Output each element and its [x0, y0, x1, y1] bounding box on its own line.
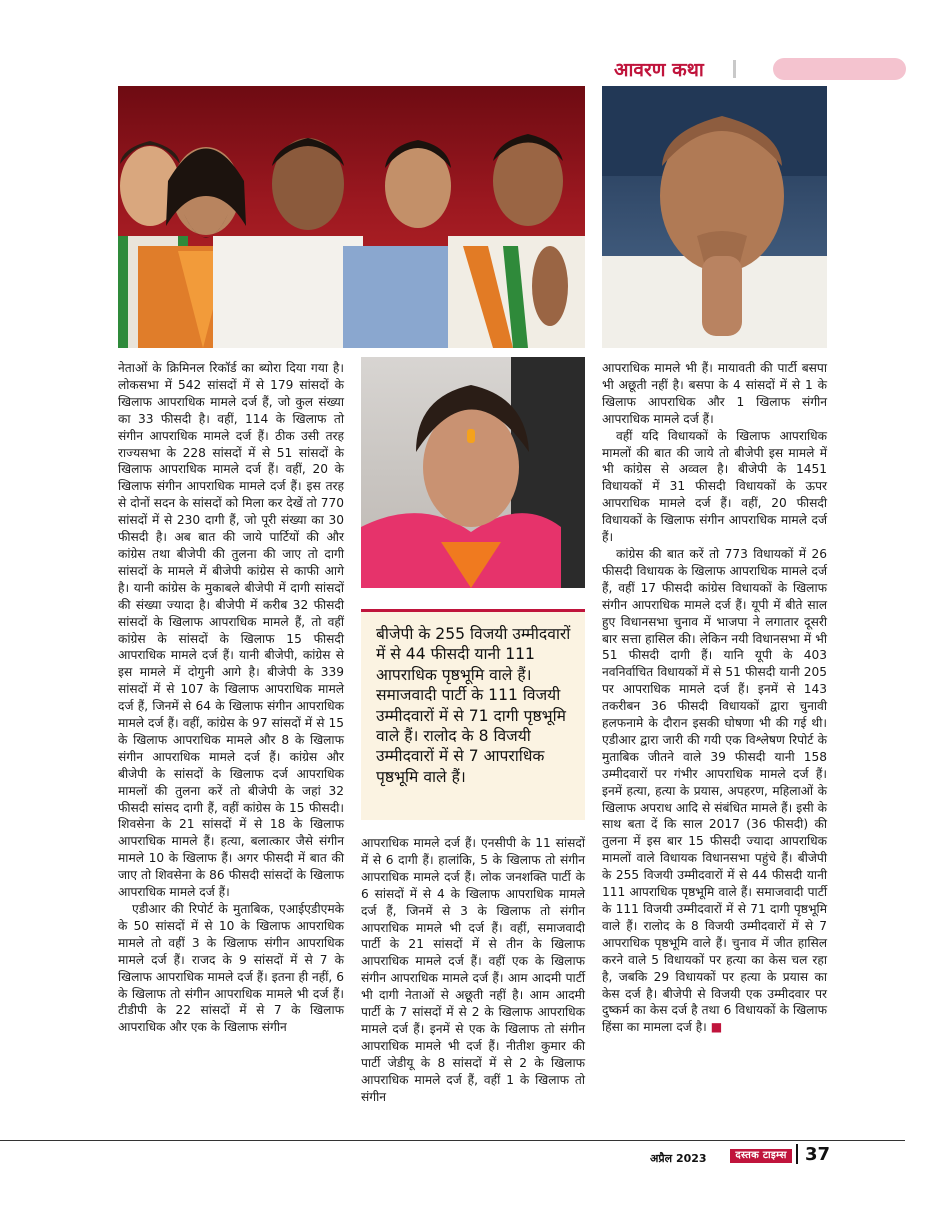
article-paragraph-text: कांग्रेस की बात करें तो 773 विधायकों में 26 फीसदी विधायक के खिलाफ आपराधिक मामले दर्ज हैं, वहीं 17 फीसदी कांग्रेस विधायकों के खिलाफ संगीन आपराधिक मामले दर्ज हैं। यूपी में बीते साल हुए विधानसभा चुनाव में भाजपा ने लगातार दूसरी बार सत्ता हासिल की। लेकिन नयी विधानसभा में भी 51 फीसदी दागी हैं। यानि यूपी के 403 नवनिर्वाचित विधायकों में से 51 फीसदी यानी 205 पर आपराधिक मामले दर्ज हैं। इनमें से 143 तकरीबन 36 फीसदी विधायकों द्वारा चुनावी हलफनामे के दौरान इसकी घोषणा भी की गई थी। एडीआर द्वारा जारी की गयी एक विश्लेषण रिपोर्ट के मुताबिक जीतने वाले 39 फीसदी यानी 158 उम्मीदवारों पर गंभीर आपराधिक मामले दर्ज हैं। इनमें हत्या, हत्या के प्रयास, अपहरण, महिलाओं के खिलाफ अपराध आदि से संबंधित मामले हैं। इसी के साथ बता दें कि साल 2017 (36 फीसदी) की तुलना में इस बार 15 फीसदी ज्यादा आपराधिक मामलों वाले विधायक विधानसभा पहुंचे हैं। बीजेपी के 255 विजयी उम्मीदवारों में से 44 फीसदी यानी 111 आपराधिक पृष्ठभूमि वाले हैं। समाजवादी पार्टी के 111 विजयी उम्मीदवारों में से 71 दागी पृष्ठभूमि वाले हैं। रालोद के 8 विजयी उम्मीदवारों में से 7 आपराधिक पृष्ठभूमि वाले हैं। चुनाव में जीत हासिल करने वाले 5 विधायकों पर हत्या का केस चल रहा है, जबकि 29 विधायकों पर हत्या के प्रयास का केस दर्ज है। बीजेपी से विजयी एक उम्मीदवार पर दुष्कर्म का केस दर्ज है तथा 6 विधायकों के खिलाफ हिंसा का मामला दर्ज है।: [602, 546, 827, 1035]
woman-photo: [361, 357, 585, 588]
section-title: आवरण कथा: [614, 59, 704, 81]
header-divider: [733, 60, 736, 78]
article-column-left: [118, 360, 344, 1036]
article-paragraph: नेताओं के क्रिमिनल रिकॉर्ड का ब्योरा दिया गया है। लोकसभा में 542 सांसदों में से 179 सांसदों के खिलाफ आपराधिक मामले दर्ज हैं, जो कुल संख्या का 33 फीसदी है। वहीं, 114 के खिलाफ तो संगीन आपराधिक मामले दर्ज हैं। ठीक उसी तरह राज्यसभा के 228 सांसदों में से 51 सांसदों के खिलाफ आपराधिक मामले दर्ज हैं। वहीं, 20 के खिलाफ संगीन आपराधिक मामले दर्ज हैं। इस तरह से दोनों सदन के सांसदों को मिला कर देखें तो 770 सांसदों में से 230 दागी हैं, जो पूरी संख्या का 30 फीसदी है। अब बात की जाये पार्टियों की और कांग्रेस तथा बीजेपी की तुलना की जाए तो दागी सांसदों के मामले में बीजेपी कांग्रेस से काफी आगे है। यानी कांग्रेस के मुकाबले बीजेपी में दागी सांसदों की संख्या ज्यादा है। बीजेपी में करीब 32 फीसदी सांसदों के खिलाफ आपराधिक मामले हैं, तो वहीं कांग्रेस के सांसदों के खिलाफ 15 फीसदी आपराधिक मामले दर्ज हैं। यानी बीजेपी, कांग्रेस से इस मामले में दोगुनी आगे है। बीजेपी के 339 सांसदों में से 107 के खिलाफ आपराधिक मामले दर्ज हैं, जिनमें से 64 के खिलाफ संगीन आपराधिक मामले दर्ज हैं। वहीं, कांग्रेस के 97 सांसदों में से 15 के खिलाफ आपराधिक मामले और 8 के खिलाफ संगीन आपराधिक मामले दर्ज हैं। कांग्रेस और बीजेपी के सांसदों के खिलाफ दर्ज आपराधिक मामलों की तुलना करें तो बीजेपी के जहां 32 फीसदी सांसद दागी हैं, वहीं कांग्रेस के 15 फीसदी। शिवसेना के 21 सांसदों में से 18 के खिलाफ आपराधिक मामले हैं। हत्या, बलात्कार जैसे संगीन मामले 10 के खिलाफ हैं। अगर फीसदी में बात की जाए तो शिवसेना के 86 फीसदी सांसदों के खिलाफ आपराधिक मामले दर्ज हैं।: [118, 361, 344, 900]
article-paragraph: वहीं यदि विधायकों के खिलाफ आपराधिक मामलों की बात की जाये तो बीजेपी इस मामले में भी कांग्रेस से अव्वल है। बीजेपी के 1451 विधायकों में 31 फीसदी विधायकों के ऊपर आपराधिक मामले दर्ज हैं। वहीं, 20 फीसदी विधायकों के खिलाफ संगीन आपराधिक मामले दर्ज हैं।: [602, 428, 827, 545]
article-column-middle: [361, 835, 585, 1106]
group-photo-illustration: [118, 86, 585, 348]
header-pill-decoration: [773, 58, 906, 80]
footer-date: अप्रैल 2023: [650, 1152, 707, 1165]
footer-rule: [0, 1140, 905, 1141]
article-column-right: [602, 360, 827, 1036]
page-number: 37: [805, 1144, 831, 1165]
magazine-logo: दस्तक टाइम्स: [730, 1149, 792, 1163]
article-paragraph: आपराधिक मामले भी हैं। मायावती की पार्टी बसपा भी अछूती नहीं है। बसपा के 4 सांसदों में से 1 के खिलाफ आपराधिक और 1 खिलाफ संगीन आपराधिक मामले दर्ज हैं।: [602, 361, 827, 426]
footer-divider: [796, 1144, 798, 1164]
end-mark-icon: ■: [710, 1020, 723, 1035]
man-photo-illustration: [602, 86, 827, 348]
article-paragraph: आपराधिक मामले दर्ज हैं। एनसीपी के 11 सांसदों में से 6 दागी हैं। हालांकि, 5 के खिलाफ तो संगीन आपराधिक मामले दर्ज हैं। लोक जनशक्ति पार्टी के 6 सांसदों में से 4 के खिलाफ आपराधिक मामले दर्ज हैं, जिनमें से 3 के खिलाफ तो संगीन आपराधिक मामले भी दर्ज हैं। वहीं, समाजवादी पार्टी के 21 सांसदों में से तीन के खिलाफ आपराधिक मामले दर्ज हैं। वहीं एक के खिलाफ संगीन आपराधिक मामले दर्ज हैं। आम आदमी पार्टी भी दागी नेताओं से अछूती नहीं है। आम आदमी पार्टी के 7 सांसदों में से 2 के खिलाफ आपराधिक मामले दर्ज हैं। इनमें से एक के खिलाफ तो संगीन आपराधिक मामले भी दर्ज हैं। नीतीश कुमार की पार्टी जेडीयू के 8 सांसदों में से 2 के खिलाफ आपराधिक मामले दर्ज हैं, वहीं 1 के खिलाफ तो संगीन: [361, 836, 585, 1104]
group-photo: [118, 86, 585, 348]
man-photo: [602, 86, 827, 348]
article-paragraph: एडीआर की रिपोर्ट के मुताबिक, एआईएडीएमके के 50 सांसदों में से 10 के खिलाफ आपराधिक मामले तो वहीं 3 के खिलाफ संगीन आपराधिक मामले दर्ज हैं। राजद के 9 सांसदों में से 7 के खिलाफ आपराधिक मामले दर्ज हैं। इतना ही नहीं, 6 के खिलाफ तो संगीन आपराधिक मामले भी दर्ज हैं। टीडीपी के 22 सांसदों में से 7 के खिलाफ आपराधिक और एक के खिलाफ संगीन: [118, 902, 344, 1035]
woman-photo-illustration: [361, 357, 585, 588]
article-paragraph: [602, 546, 827, 1036]
pull-quote-text: बीजेपी के 255 विजयी उम्मीदवारों में से 44 फीसदी यानी 111 आपराधिक पृष्ठभूमि वाले हैं। समाजवादी पार्टी के 111 विजयी उम्मीदवारों में से 71 दागी पृष्ठभूमि वाले हैं। रालोद के 8 विजयी उम्मीदवारों में से 7 आपराधिक पृष्ठभूमि वाले हैं।: [376, 625, 571, 786]
